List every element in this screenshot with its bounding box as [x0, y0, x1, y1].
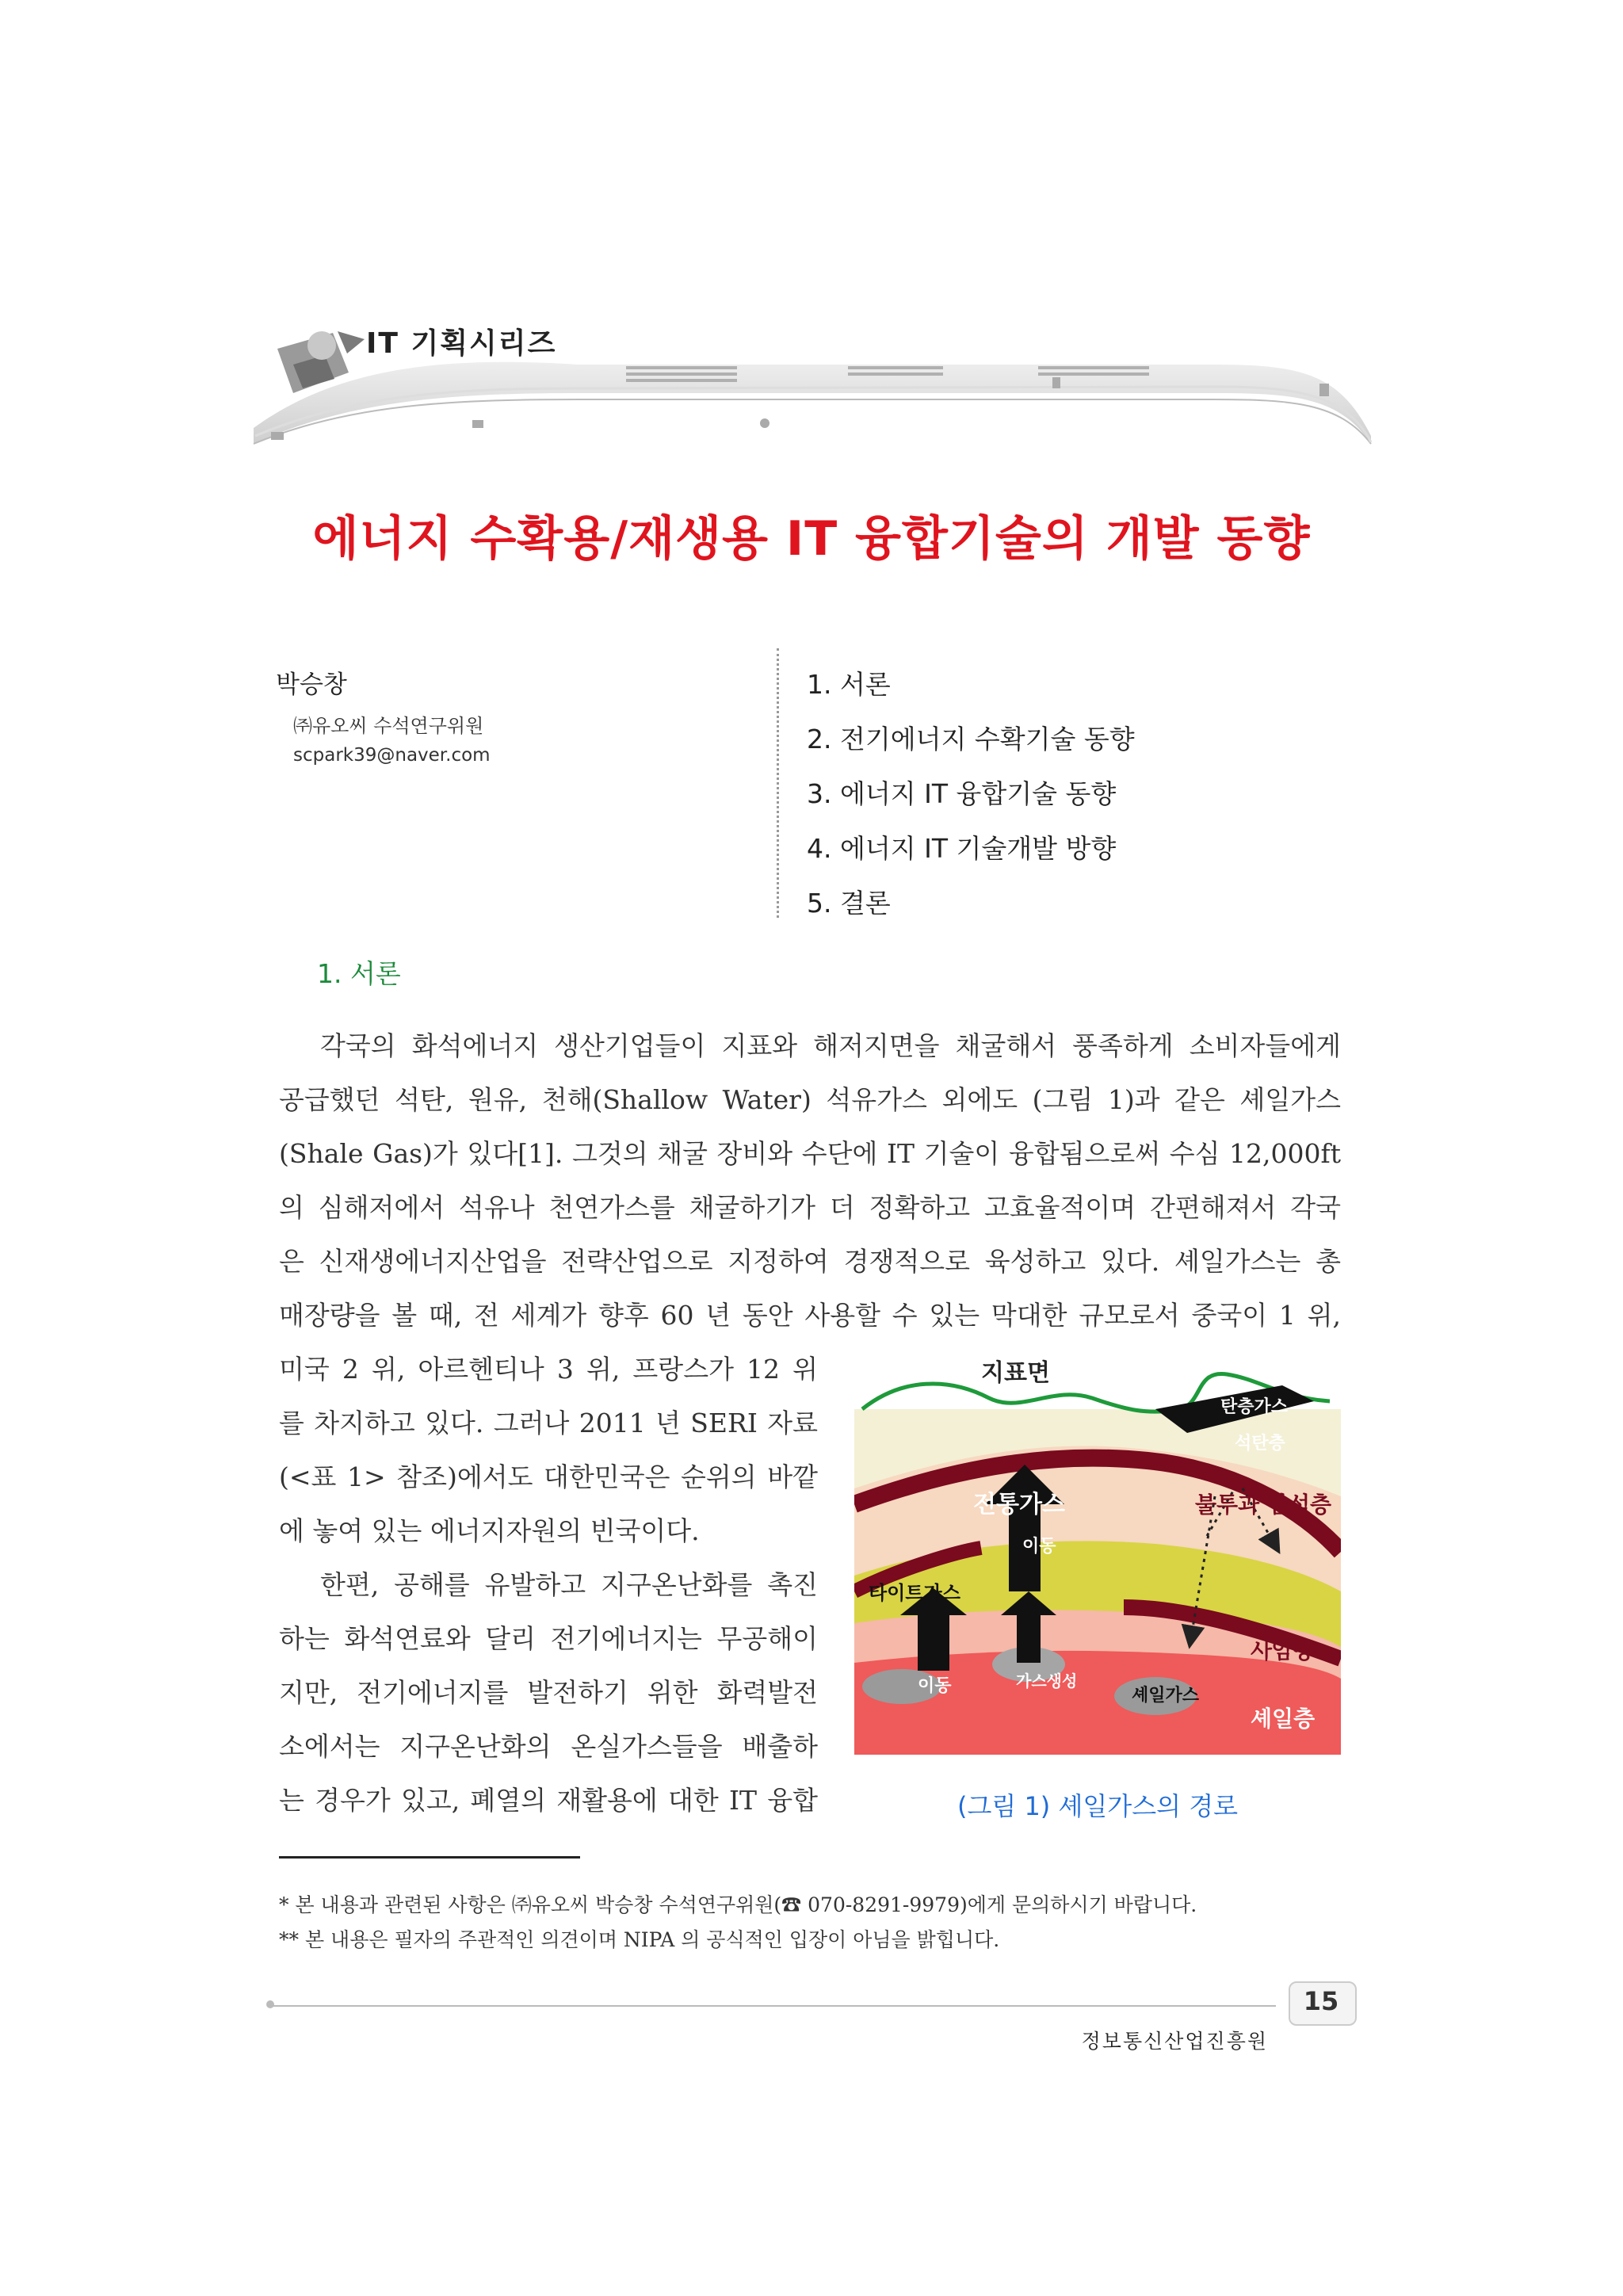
- text-line: 의 심해저에서 석유나 천연가스를 채굴하기가 더 정확하고 고효율적이며 간편해져서 각국: [279, 1192, 1341, 1223]
- paragraph-intro-continued: [279, 1343, 818, 1558]
- page-number: 15: [1303, 1986, 1339, 2016]
- paragraph-second: [279, 1558, 818, 1828]
- text-line: 매장량을 볼 때, 전 세계가 향후 60 년 동안 사용할 수 있는 막대한 규모로서 중국이 1 위,: [279, 1300, 1341, 1331]
- section-heading: 1. 서론: [317, 958, 401, 989]
- toc-item: 1. 서론: [807, 669, 891, 700]
- toc-item: 3. 에너지 IT 융합기술 동향: [807, 778, 1117, 809]
- author-email[interactable]: scpark39@naver.com: [293, 745, 491, 766]
- text-line: (<표 1> 참조)에서도 대한민국은 순위의 바깥: [279, 1461, 818, 1492]
- toc-item: 2. 전기에너지 수확기술 동향: [807, 724, 1135, 755]
- footnote: ** 본 내용은 필자의 주관적인 의견이며 NIPA 의 공식적인 입장이 아님을 밝힙니다.: [279, 1928, 1000, 1951]
- label-shale-layer: 셰일층: [1251, 1706, 1316, 1732]
- paragraph-intro: [279, 1019, 1341, 1343]
- footnote-rule: [279, 1856, 580, 1859]
- text-line: 은 신재생에너지산업을 전략산업으로 지정하여 경쟁적으로 육성하고 있다. 셰일가스는 총: [279, 1246, 1341, 1277]
- text-line: 미국 2 위, 아르헨티나 3 위, 프랑스가 12 위: [279, 1354, 818, 1385]
- label-migration: 이동: [1022, 1537, 1056, 1557]
- label-tight-gas: 타이트가스: [869, 1582, 960, 1604]
- text-line: 에 놓여 있는 에너지자원의 빈국이다.: [279, 1515, 700, 1546]
- text-line: 는 경우가 있고, 폐열의 재활용에 대한 IT 융합: [279, 1785, 818, 1816]
- text-line: 하는 화석연료와 달리 전기에너지는 무공해이: [279, 1623, 818, 1654]
- label-gas-generation: 가스생성: [1016, 1671, 1078, 1690]
- toc-item: 5. 결론: [807, 888, 891, 919]
- text-line: 지만, 전기에너지를 발전하기 위한 화력발전: [279, 1677, 818, 1708]
- label-migration: 이동: [918, 1676, 952, 1696]
- author-name: 박승창: [276, 670, 347, 699]
- label-coalbed-gas: 탄층가스: [1220, 1397, 1289, 1417]
- label-impermeable-rock: 불투과 암석층: [1195, 1492, 1332, 1518]
- figure-caption: (그림 1) 셰일가스의 경로: [957, 1791, 1239, 1821]
- text-line: 소에서는 지구온난화의 온실가스들을 배출하: [279, 1731, 818, 1762]
- series-label: IT 기획시리즈: [366, 327, 557, 360]
- footer-dot: [266, 2000, 274, 2008]
- label-sandstone: 사암층: [1251, 1637, 1316, 1664]
- toc-divider: [777, 648, 779, 918]
- text-line: (Shale Gas)가 있다[1]. 그것의 채굴 장비와 수단에 IT 기술이 융합됨으로써 수심 12,000ft: [279, 1138, 1341, 1169]
- footnote: * 본 내용과 관련된 사항은 ㈜유오씨 박승창 수석연구위원(☎ 070-8291-9979)에게 문의하시기 바랍니다.: [279, 1893, 1197, 1916]
- text-line: 를 차지하고 있다. 그러나 2011 년 SERI 자료: [279, 1408, 818, 1438]
- shale-gas-diagram: [854, 1354, 1341, 1755]
- label-shale-gas: 셰일가스: [1132, 1686, 1200, 1706]
- label-conventional-gas: 전통가스: [973, 1491, 1065, 1519]
- organization-name: 정보통신산업진흥원: [1081, 2030, 1268, 2053]
- toc-item: 4. 에너지 IT 기술개발 방향: [807, 833, 1117, 864]
- label-coal-layer: 석탄층: [1235, 1434, 1285, 1454]
- text-line: 한편, 공해를 유발하고 지구온난화를 촉진: [320, 1569, 818, 1600]
- text-line: 각국의 화석에너지 생산기업들이 지표와 해저지면을 채굴해서 풍족하게 소비자들에게: [320, 1030, 1341, 1061]
- label-surface: 지표면: [981, 1359, 1050, 1387]
- author-affiliation: ㈜유오씨 수석연구위원: [293, 715, 484, 737]
- footer-line: [271, 2005, 1276, 2007]
- text-line: 공급했던 석탄, 원유, 천해(Shallow Water) 석유가스 외에도 (그림 1)과 같은 셰일가스: [279, 1084, 1341, 1115]
- article-title: 에너지 수확용/재생용 IT 융합기술의 개발 동향: [312, 511, 1311, 567]
